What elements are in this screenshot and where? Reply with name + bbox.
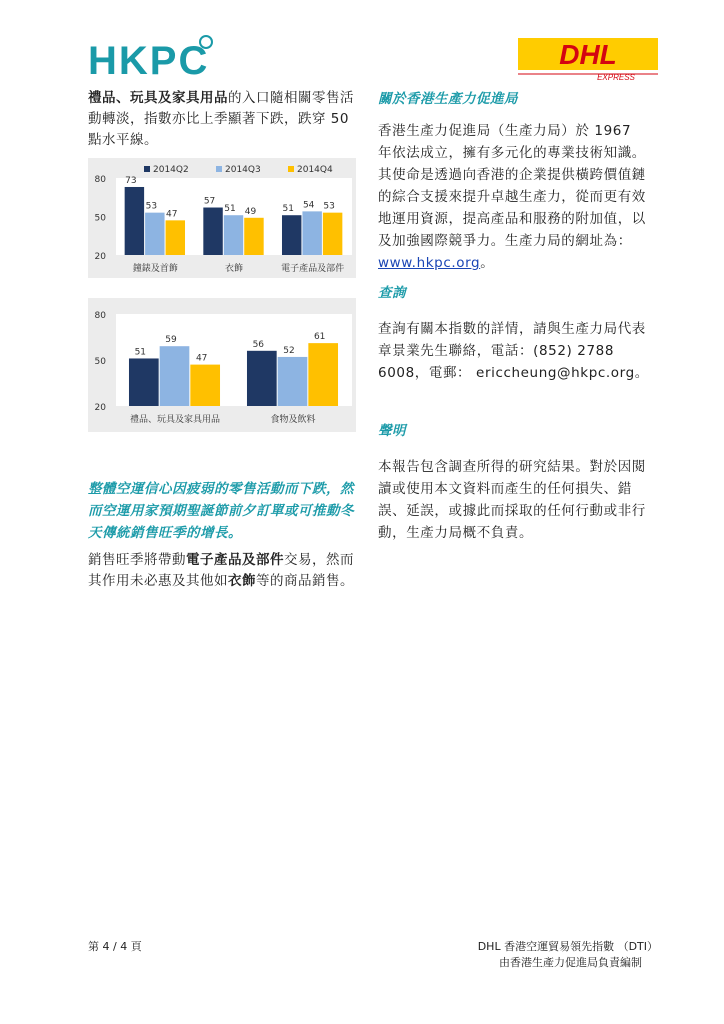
category-label: 禮品、玩具及家具用品 bbox=[129, 415, 221, 425]
dhl-logo-text: DHL bbox=[559, 39, 617, 70]
legend-label: 2014Q3 bbox=[225, 165, 261, 175]
enquiry-text: 查詢有關本指數的詳情，請與生產力局代表章景業先生聯絡，電話：(852) 2788 6008，電郵： ericcheung@hkpc.org。 bbox=[378, 321, 649, 381]
category-label: 食物及飲料 bbox=[270, 415, 316, 425]
about-tail: 。 bbox=[480, 255, 495, 271]
footer-compiled-by: 由香港生產力促進局負責編制 bbox=[499, 956, 642, 969]
bar bbox=[302, 211, 321, 255]
data-label: 53 bbox=[145, 201, 158, 212]
enquiry-title: 查詢 bbox=[378, 285, 406, 301]
bar bbox=[308, 343, 338, 406]
left-para-text-3: 等的商品銷售。 bbox=[256, 573, 354, 589]
bar-chart-2 bbox=[88, 298, 356, 432]
intro-rest: 的入口隨相關零售活動轉淡，指數亦比上季顯著下跌，跌穿 50 點水平線。 bbox=[88, 90, 354, 148]
left-para-bold-2: 衣飾 bbox=[228, 573, 256, 589]
hkpc-logo bbox=[88, 34, 218, 84]
bar bbox=[282, 215, 301, 255]
legend-swatch bbox=[216, 166, 222, 172]
bar bbox=[125, 187, 144, 255]
hkpc-website-link[interactable]: www.hkpc.org bbox=[378, 255, 481, 271]
data-label: 53 bbox=[323, 201, 335, 212]
category-label: 鐘錶及首飾 bbox=[132, 264, 178, 274]
left-paragraph bbox=[88, 550, 358, 592]
about-text-block bbox=[378, 120, 650, 274]
about-text: 香港生產力促進局（生產力局）於 1967 年依法成立，擁有多元化的專業技術知識。其使命是透過向香港的企業提供橫跨價值鏈的綜合支援來提升卓越生產力，從而更有效地運用資源，提高產品和服務的附加值，以及加強國際競爭力。生產力局的網址為： bbox=[378, 123, 646, 249]
dhl-logo bbox=[518, 34, 658, 82]
bar bbox=[323, 213, 342, 255]
data-label: 47 bbox=[195, 353, 208, 364]
hkpc-logo-text: HKPC bbox=[88, 39, 210, 83]
y-tick-label: 50 bbox=[94, 357, 106, 367]
data-label: 47 bbox=[166, 209, 178, 220]
data-label: 51 bbox=[134, 347, 147, 358]
bar bbox=[224, 215, 243, 255]
bar bbox=[244, 218, 263, 255]
y-tick-label: 20 bbox=[94, 403, 106, 413]
data-label: 49 bbox=[244, 206, 257, 217]
data-label: 57 bbox=[203, 196, 216, 207]
data-label: 61 bbox=[313, 332, 326, 343]
bar bbox=[160, 346, 190, 406]
data-label: 54 bbox=[302, 200, 315, 211]
left-section-heading: 整體空運信心因疲弱的零售活動而下跌，然而空運用家預期聖誕節前夕訂單或可推動冬天傳統銷售旺季的增長。 bbox=[88, 481, 354, 541]
legend-label: 2014Q4 bbox=[297, 165, 333, 175]
y-tick-label: 80 bbox=[94, 175, 106, 185]
data-label: 56 bbox=[252, 339, 265, 350]
right-column bbox=[378, 88, 650, 544]
footer-title: DHL 香港空運貿易領先指數 （DTI） bbox=[477, 940, 658, 953]
left-para-bold-1: 電子產品及部件 bbox=[186, 552, 284, 568]
y-tick-label: 20 bbox=[94, 252, 106, 262]
bar bbox=[203, 208, 222, 255]
intro-bold-lead: 禮品、玩具及家具用品 bbox=[88, 90, 228, 106]
data-label: 52 bbox=[283, 345, 295, 356]
category-label: 衣飾 bbox=[224, 264, 244, 274]
legend-label: 2014Q2 bbox=[153, 165, 189, 175]
bar bbox=[247, 351, 277, 406]
bar bbox=[166, 220, 185, 255]
data-label: 51 bbox=[282, 204, 294, 215]
bar bbox=[129, 358, 159, 406]
bar bbox=[278, 357, 308, 406]
left-para-text-2: 交易，然而其作用未必惠及其他如 bbox=[88, 552, 354, 589]
disclaimer-text: 本報告包含調查所得的研究結果。對於因閱讀或使用本文資料而產生的任何損失、錯誤、延誤，或據此而採取的任何行動或非行動，生產力局概不負責。 bbox=[378, 459, 646, 541]
data-label: 73 bbox=[125, 175, 137, 186]
bar bbox=[190, 365, 220, 406]
legend-swatch bbox=[144, 166, 150, 172]
data-label: 59 bbox=[165, 335, 177, 346]
legend-swatch bbox=[288, 166, 294, 172]
y-tick-label: 50 bbox=[94, 213, 106, 224]
intro-paragraph bbox=[88, 88, 358, 151]
category-label: 電子產品及部件 bbox=[281, 264, 345, 274]
disclaimer-title: 聲明 bbox=[378, 423, 406, 439]
y-tick-label: 80 bbox=[94, 311, 106, 321]
bar-chart-2-svg bbox=[88, 298, 356, 432]
left-para-text-1: 銷售旺季將帶動 bbox=[88, 552, 186, 568]
bar-chart-1 bbox=[88, 158, 356, 278]
data-label: 51 bbox=[224, 204, 236, 215]
bar-chart-1-svg bbox=[88, 158, 356, 278]
about-title: 關於香港生產力促進局 bbox=[378, 91, 518, 107]
bar bbox=[145, 213, 164, 255]
dhl-express-text: EXPRESS bbox=[597, 73, 635, 82]
page-number: 第 4 / 4 頁 bbox=[88, 940, 142, 953]
